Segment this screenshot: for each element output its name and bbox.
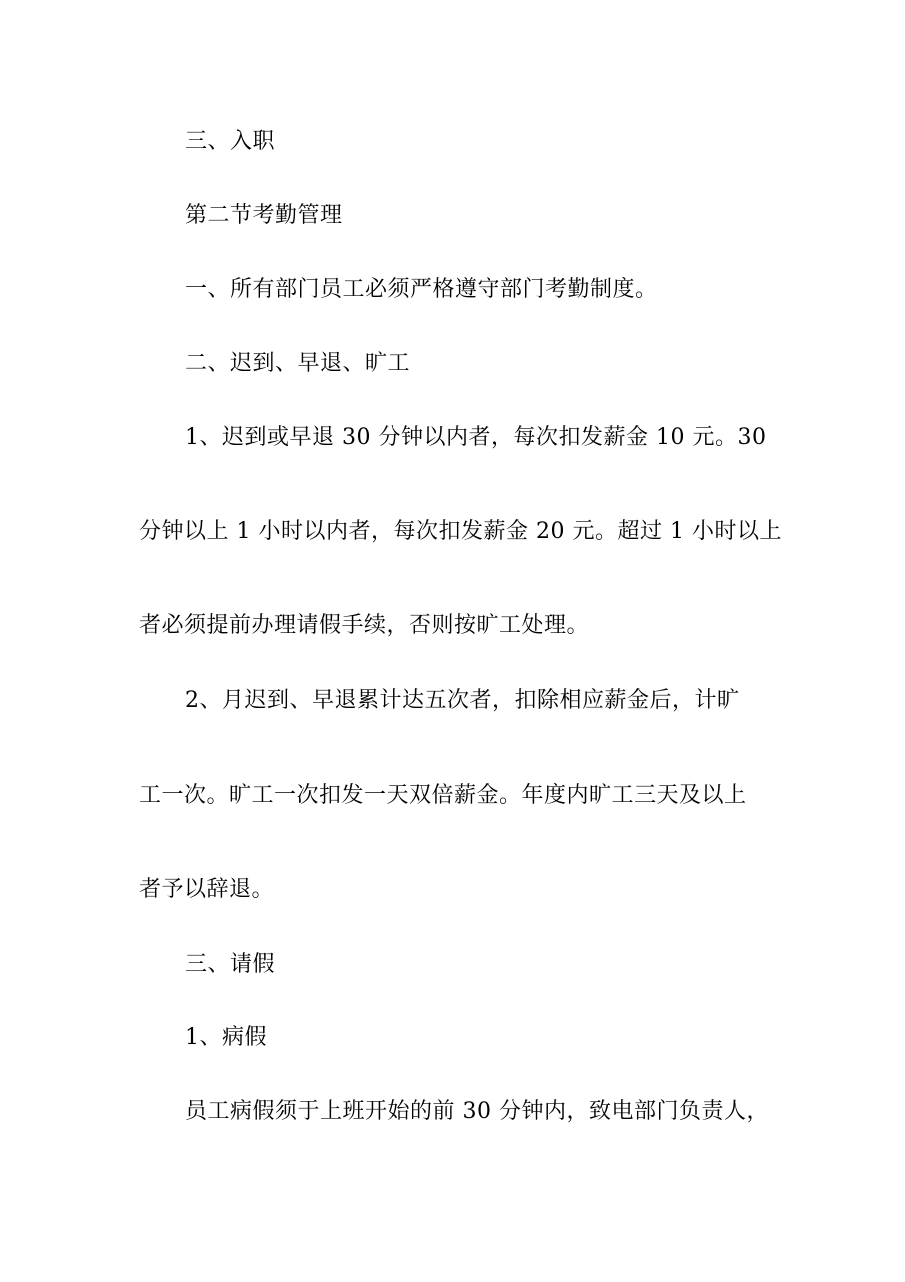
- section-heading-onboarding: 三、入职: [185, 129, 276, 154]
- paragraph-monthly-line-2: 工一次。旷工一次扣发一天双倍薪金。年度内旷工三天及以上: [139, 783, 747, 808]
- paragraph-monthly-line-1: 2、月迟到、早退累计达五次者，扣除相应薪金后，计旷: [185, 688, 740, 713]
- paragraph-late-line-1: 1、迟到或早退 30 分钟以内者，每次扣发薪金 10 元。30: [185, 425, 767, 450]
- paragraph-sick-leave-line-1: 员工病假须于上班开始的前 30 分钟内，致电部门负责人，: [185, 1099, 769, 1124]
- paragraph-rule-1: 一、所有部门员工必须严格遵守部门考勤制度。: [185, 277, 658, 302]
- subheading-late-absence: 二、迟到、早退、旷工: [185, 351, 411, 376]
- subheading-sick-leave: 1、病假: [185, 1025, 267, 1050]
- subheading-leave: 三、请假: [185, 952, 276, 977]
- paragraph-late-line-3: 者必须提前办理请假手续，否则按旷工处理。: [139, 613, 590, 638]
- paragraph-monthly-line-3: 者予以辞退。: [139, 877, 275, 902]
- paragraph-late-line-2: 分钟以上 1 小时以内者，每次扣发薪金 20 元。超过 1 小时以上: [139, 519, 782, 544]
- section-heading-attendance: 第二节考勤管理: [185, 203, 343, 228]
